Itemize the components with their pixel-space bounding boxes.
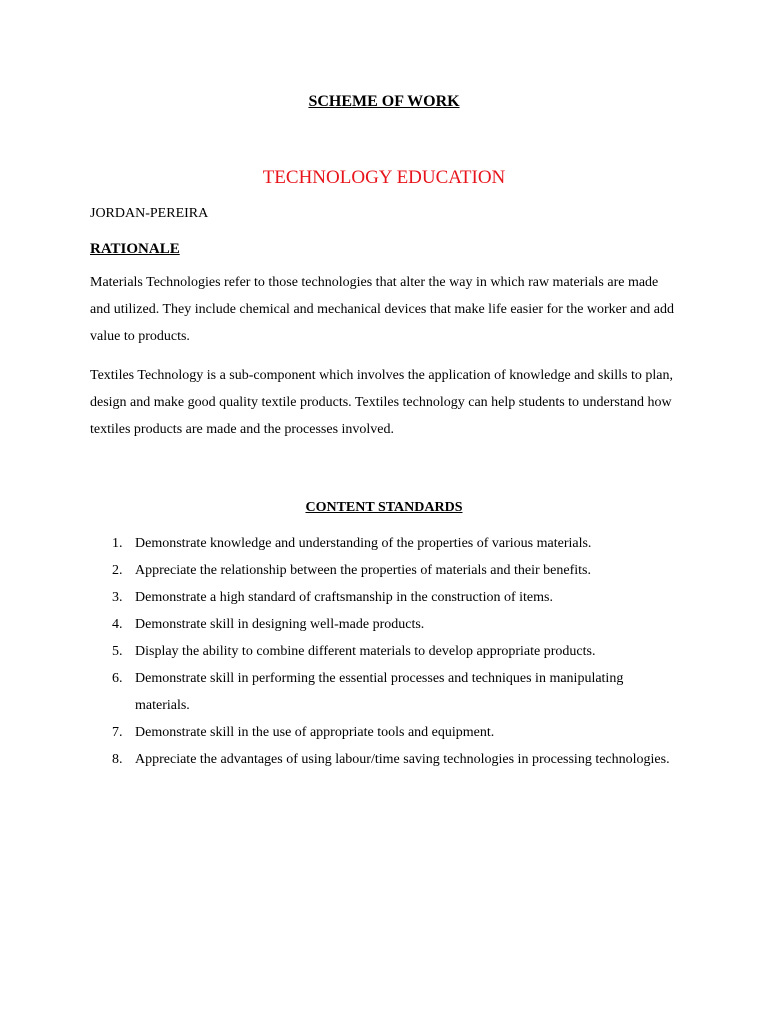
list-item bbox=[0, 611, 675, 638]
list-item-text: Demonstrate skill in designing well-made products. bbox=[135, 617, 425, 632]
content-standards-list bbox=[0, 530, 768, 773]
list-item-number: 5. bbox=[112, 644, 123, 659]
content-standards-heading: CONTENT STANDARDS bbox=[305, 500, 463, 515]
list-item bbox=[0, 746, 675, 773]
list-item-number: 8. bbox=[112, 752, 123, 767]
subject-title: TECHNOLOGY EDUCATION bbox=[262, 167, 506, 188]
list-item bbox=[0, 557, 675, 584]
list-item-text: Demonstrate knowledge and understanding of the properties of various materials. bbox=[135, 536, 592, 551]
list-item-number: 7. bbox=[112, 725, 123, 740]
list-item-number: 2. bbox=[112, 563, 123, 578]
list-item-text: Appreciate the advantages of using labour/time saving technologies in processing technologies. bbox=[135, 752, 670, 767]
list-item bbox=[0, 638, 675, 665]
list-item-text: Demonstrate a high standard of craftsmanship in the construction of items. bbox=[135, 590, 553, 605]
list-item bbox=[0, 719, 675, 746]
list-item-text: Demonstrate skill in the use of appropriate tools and equipment. bbox=[135, 725, 495, 740]
list-item-text: Appreciate the relationship between the properties of materials and their benefits. bbox=[135, 563, 591, 578]
list-item bbox=[0, 584, 675, 611]
rationale-heading: RATIONALE bbox=[90, 241, 180, 257]
document-title: SCHEME OF WORK bbox=[308, 93, 460, 110]
list-item-number: 1. bbox=[112, 536, 123, 551]
list-item bbox=[0, 665, 675, 719]
list-item-number: 4. bbox=[112, 617, 123, 632]
list-item-text: Display the ability to combine different materials to develop appropriate products. bbox=[135, 644, 596, 659]
rationale-paragraph: Materials Technologies refer to those technologies that alter the way in which raw materials are made and utilized. They include chemical and mechanical devices that make life easier for the worker and add value to products. bbox=[90, 275, 674, 344]
author-name: JORDAN-PEREIRA bbox=[90, 206, 209, 221]
rationale-paragraph: Textiles Technology is a sub-component which involves the application of knowledge and skills to plan, design and make good quality textile products. Textiles technology can help students to understand how textiles products are made and the processes involved. bbox=[90, 368, 673, 437]
list-item bbox=[0, 530, 675, 557]
list-item-number: 6. bbox=[112, 671, 123, 686]
list-item-number: 3. bbox=[112, 590, 123, 605]
list-item-text: Demonstrate skill in performing the essential processes and techniques in manipulating materials. bbox=[135, 671, 624, 713]
